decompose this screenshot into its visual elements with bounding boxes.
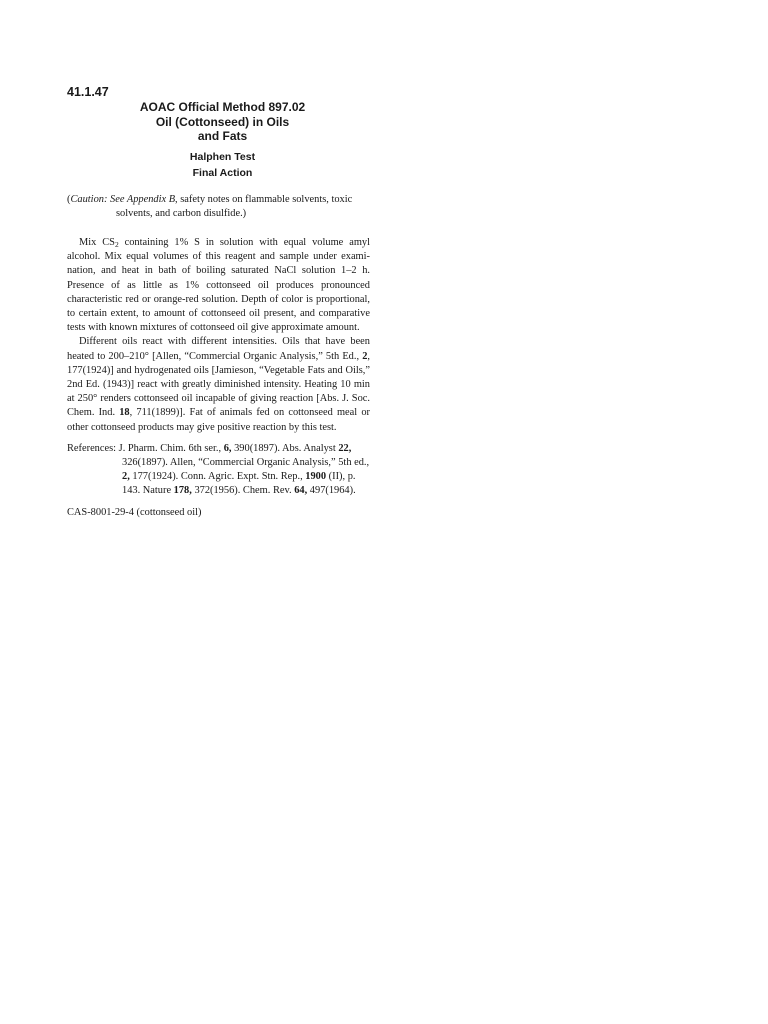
ref-text-1: J. Pharm. Chim. 6th ser., — [116, 442, 224, 454]
references-label: References: — [67, 442, 117, 454]
ref-text-5: (II), p. 143. Nature — [122, 471, 356, 497]
notes-bold-volume-2: 18 — [119, 407, 130, 419]
notes-paragraph — [67, 335, 370, 434]
procedure-paragraph — [67, 236, 370, 335]
caution-label: Caution: — [70, 193, 108, 205]
ref-bold-3: 2, — [122, 471, 130, 483]
method-title-line-1: AOAC Official Method 897.02 — [139, 100, 306, 114]
procedure-text-start: Mix CS — [79, 236, 115, 248]
document-page — [67, 84, 370, 520]
method-title-line-3: and Fats — [197, 129, 248, 143]
notes-text-1: Different oils react with different intensities. Oils that have been heated to 200–210° [Allen, “Commercial Organic Analysis,” 5th Ed., — [67, 336, 370, 362]
section-number: 41.1.47 — [67, 85, 109, 99]
notes-text-2: , 177(1924)] and hydrogenated oils [Jamieson, “Vegetable Fats and Oils,” 2nd Ed. (1943)] react with greatly diminished intensity. Heating 10 min at 250° renders cottonseed oil incapable of giving reaction [Abs. J. Soc. Chem. Ind. — [67, 350, 370, 419]
method-title — [67, 100, 370, 144]
ref-bold-2: 22, — [338, 442, 352, 454]
cas-number: CAS-8001-29-4 (cottonseed oil) — [67, 506, 202, 518]
action-status-heading: Final Action — [192, 166, 253, 179]
ref-bold-4: 1900 — [305, 471, 327, 483]
notes-text-3: , 711(1899)]. Fat of animals fed on cottonseed meal or other cottonseed products may give positive reaction by this test. — [67, 407, 370, 433]
ref-text-3: 326(1897). Allen, “Commercial Organic Analysis,” 5th ed., — [122, 456, 370, 468]
ref-text-6: 372(1956). Chem. Rev. — [191, 485, 295, 497]
procedure-text-rest: containing 1% S in solution with equal volume amyl alcohol. Mix equal volumes of this reagent and sample under examination, and heat in bath of boiling saturated NaCl solution 1–2 h. Presence of as little as 1% cottonseed oil produces pronounced characteristic red or orange-red solution. Depth of color is proportional, to certain extent, to amount of cottonseed oil present, and comparative tests with known mixtures of cottonseed oil give approximate amount. — [67, 236, 370, 334]
ref-bold-5: 178, — [173, 485, 192, 497]
method-title-line-2: Oil (Cottonseed) in Oils — [155, 114, 290, 129]
formula-subscript: 2 — [114, 239, 119, 249]
caution-note — [67, 193, 370, 221]
ref-bold-6: 64, — [294, 485, 308, 497]
caution-open-paren: ( — [67, 193, 71, 205]
references-block — [67, 442, 370, 499]
ref-text-4: 177(1924). Conn. Agric. Expt. Stn. Rep., — [129, 471, 306, 483]
caution-appendix-ref: See Appendix B — [110, 193, 176, 205]
ref-text-7: 497(1964). — [307, 485, 356, 497]
test-name-heading: Halphen Test — [189, 150, 256, 163]
caution-text: , safety notes on flammable solvents, toxic solvents, and carbon disulfide.) — [116, 193, 353, 219]
ref-bold-1: 6, — [223, 442, 232, 454]
notes-bold-volume-1: 2 — [362, 350, 368, 362]
ref-text-2: 390(1897). Abs. Analyst — [231, 442, 339, 454]
